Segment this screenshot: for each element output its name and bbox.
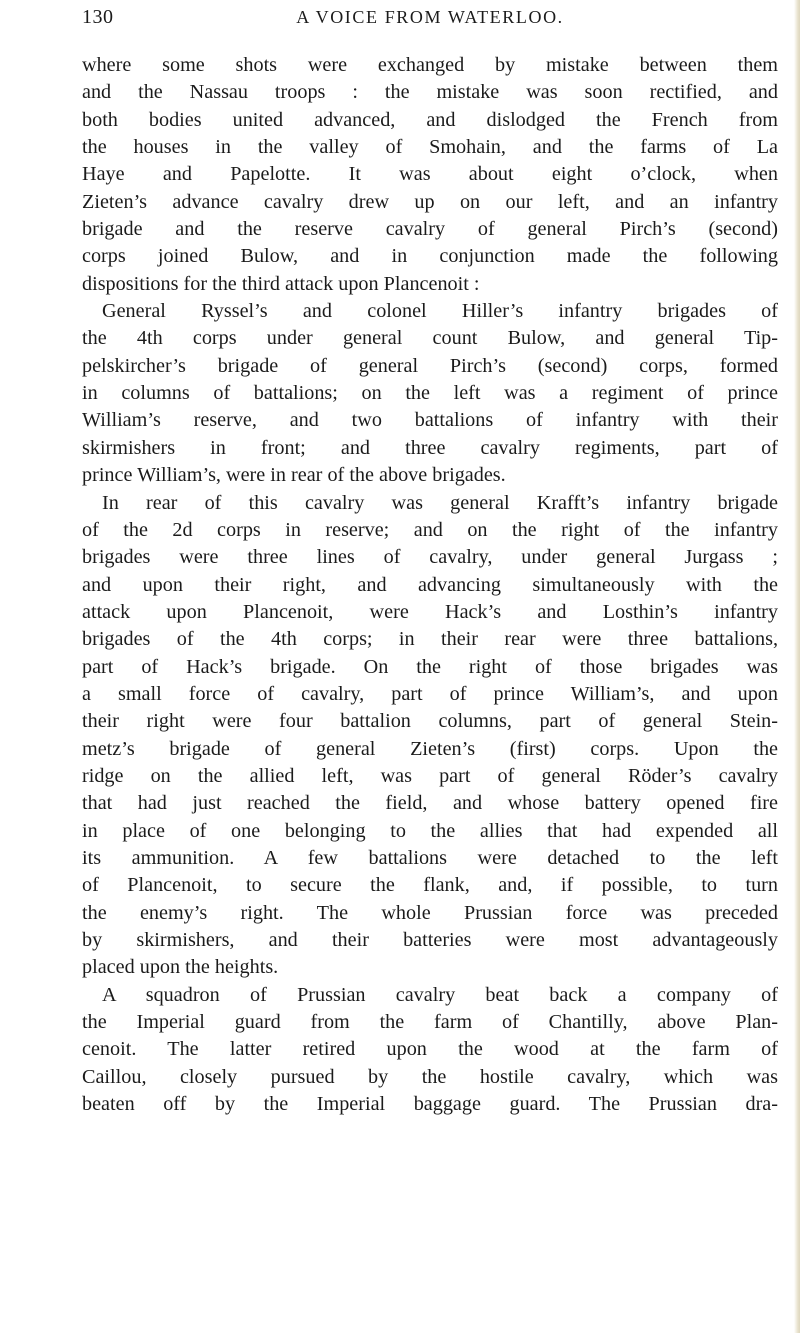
- page-edge: [794, 0, 800, 1333]
- text-line: ridge on the allied left, was part of general Röder’s cavalry: [82, 764, 778, 787]
- text-line: the 4th corps under general count Bulow, and general Tip-: [82, 327, 778, 350]
- text-line: brigade and the reserve cavalry of general Pirch’s (second): [82, 218, 778, 241]
- text-line: both bodies united advanced, and dislodged the French from: [82, 108, 778, 131]
- text-line: in place of one belonging to the allies that had expended all: [82, 819, 778, 842]
- page-number: 130: [82, 6, 114, 28]
- text-line: in columns of battalions; on the left was a regiment of prince: [82, 382, 778, 405]
- text-line: Caillou, closely pursued by the hostile cavalry, which was: [82, 1065, 778, 1088]
- text-line: brigades of the 4th corps; in their rear were three battalions,: [82, 628, 778, 651]
- text-line: General Ryssel’s and colonel Hiller’s infantry brigades of: [102, 300, 778, 323]
- text-line: pelskircher’s brigade of general Pirch’s (second) corps, formed: [82, 354, 778, 377]
- text-line: the Imperial guard from the farm of Chantilly, above Plan-: [82, 1011, 778, 1034]
- text-line: cenoit. The latter retired upon the wood at the farm of: [82, 1038, 778, 1061]
- text-line: placed upon the heights.: [82, 956, 279, 979]
- text-line: Haye and Papelotte. It was about eight o’clock, when: [82, 163, 778, 186]
- text-line: by skirmishers, and their batteries were most advantageously: [82, 929, 778, 951]
- text-line: of Plancenoit, to secure the flank, and, if possible, to turn: [82, 874, 778, 897]
- text-line: part of Hack’s brigade. On the right of those brigades was: [82, 655, 778, 678]
- text-line: brigades were three lines of cavalry, under general Jurgass ;: [82, 546, 778, 569]
- text-line: William’s reserve, and two battalions of infantry with their: [82, 409, 778, 432]
- running-title: A VOICE FROM WATERLOO.: [296, 7, 564, 27]
- text-line: their right were four battalion columns, part of general Stein-: [82, 710, 778, 733]
- text-line: of the 2d corps in reserve; and on the right of the infantry: [82, 518, 778, 541]
- text-line: In rear of this cavalry was general Krafft’s infantry brigade: [102, 491, 778, 514]
- text-line: where some shots were exchanged by mistake between them: [82, 54, 778, 76]
- text-line: attack upon Plancenoit, were Hack’s and Losthin’s infantry: [82, 600, 778, 623]
- body-text: [82, 52, 778, 1118]
- text-line: the enemy’s right. The whole Prussian force was preceded: [82, 901, 778, 924]
- text-line: beaten off by the Imperial baggage guard. The Prussian dra-: [82, 1093, 778, 1116]
- text-line: that had just reached the field, and whose battery opened fire: [82, 792, 778, 815]
- text-line: A squadron of Prussian cavalry beat back a company of: [102, 983, 778, 1006]
- text-line: its ammunition. A few battalions were detached to the left: [82, 846, 778, 869]
- text-line: the houses in the valley of Smohain, and the farms of La: [82, 136, 778, 159]
- text-line: and the Nassau troops : the mistake was soon rectified, and: [82, 81, 778, 104]
- text-line: skirmishers in front; and three cavalry regiments, part of: [82, 436, 778, 459]
- text-line: and upon their right, and advancing simultaneously with the: [82, 573, 778, 596]
- text-line: metz’s brigade of general Zieten’s (first) corps. Upon the: [82, 737, 778, 760]
- text-line: Zieten’s advance cavalry drew up on our left, and an infantry: [82, 190, 778, 213]
- text-line: a small force of cavalry, part of prince William’s, and upon: [82, 682, 778, 705]
- text-line: corps joined Bulow, and in conjunction made the following: [82, 245, 778, 268]
- text-line: dispositions for the third attack upon Plancenoit :: [82, 272, 480, 295]
- page-header: [82, 6, 778, 36]
- text-line: prince William’s, were in rear of the above brigades.: [82, 464, 506, 487]
